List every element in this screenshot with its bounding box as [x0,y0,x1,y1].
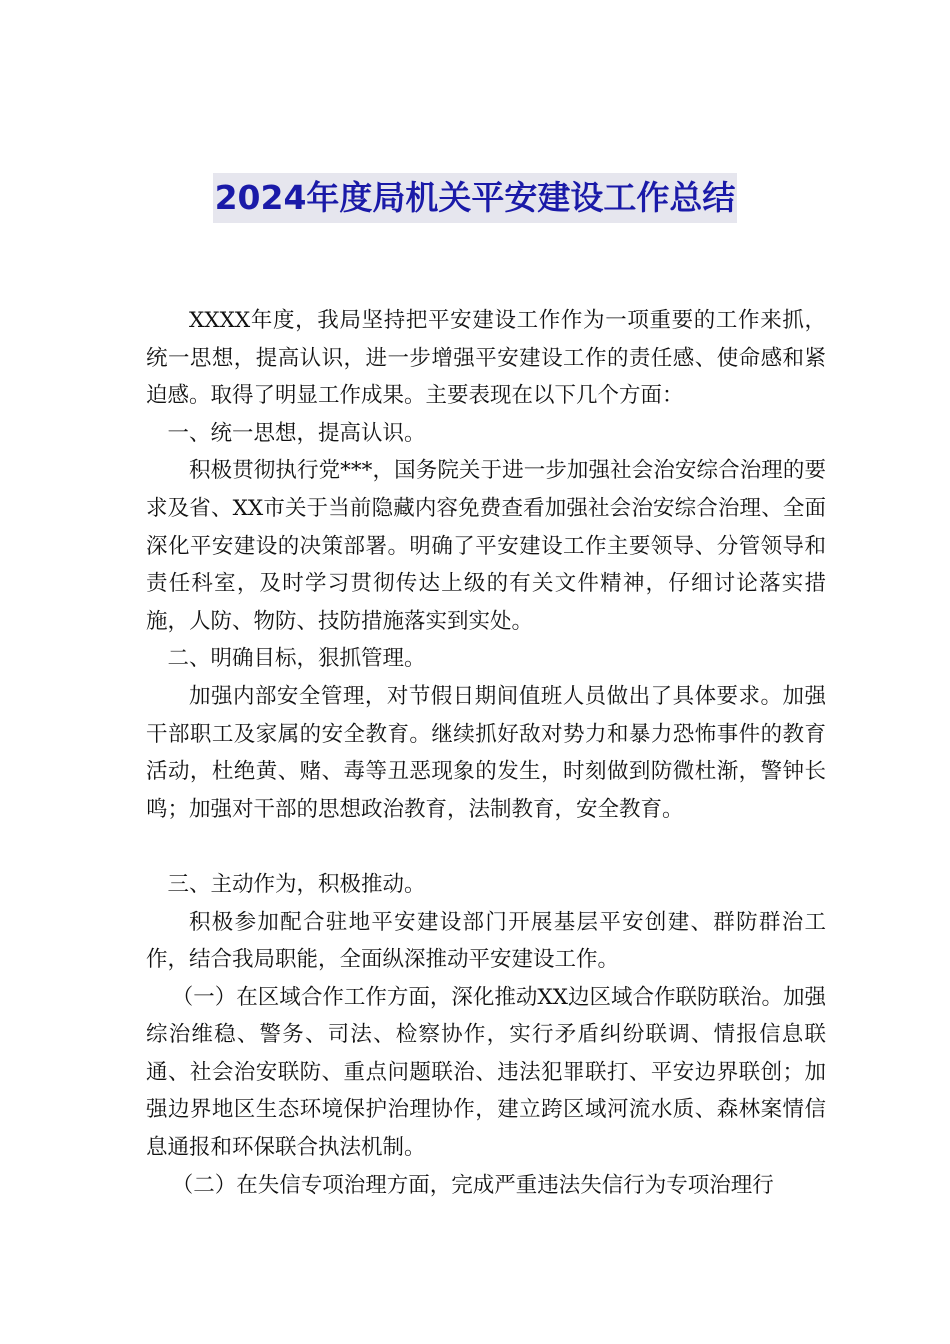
intro-paragraph: XXXX年度，我局坚持把平安建设工作作为一项重要的工作来抓，统一思想，提高认识，进一步增强平安建设工作的责任感、使命感和紧迫感。取得了明显工作成果。主要表现在以下几个方面： [146,308,826,409]
section-heading-3: 三、主动作为，积极推动。 [167,871,426,897]
section-1-paragraph: 积极贯彻执行党***，国务院关于进一步加强社会治安综合治理的要求及省、XX市关于当前隐藏内容免费查看加强社会治安综合治理、全面深化平安建设的决策部署。明确了平安建设工作主要领导、分管领导和责任科室，及时学习贯彻传达上级的有关文件精神，仔细讨论落实措施，人防、物防、技防措施落实到实处。 [146,458,826,634]
section-heading-2: 二、明确目标，狠抓管理。 [167,646,426,672]
blank-line [146,828,826,866]
section-heading-1: 一、统一思想，提高认识。 [167,420,426,446]
title-area [0,173,950,223]
document-title: 2024年度局机关平安建设工作总结 [213,173,738,223]
section-3-paragraph: 积极参加配合驻地平安建设部门开展基层平安创建、群防群治工作，结合我局职能，全面纵深推动平安建设工作。 [146,909,826,973]
subsection-2-paragraph: （二）在失信专项治理方面，完成严重违法失信行为专项治理行 [171,1172,774,1198]
subsection-1-paragraph: （一）在区域合作工作方面，深化推动XX边区域合作联防联治。加强综治维稳、警务、司法、检察协作，实行矛盾纠纷联调、情报信息联通、社会治安联防、重点问题联治、违法犯罪联打、平安边界联创；加强边界地区生态环境保护治理协作，建立跨区域河流水质、森林案情信息通报和环保联合执法机制。 [146,984,826,1161]
document-body [146,302,826,1204]
section-2-paragraph: 加强内部安全管理，对节假日期间值班人员做出了具体要求。加强干部职工及家属的安全教育。继续抓好敌对势力和暴力恐怖事件的教育活动，杜绝黄、赌、毒等丑恶现象的发生，时刻做到防微杜渐，警钟长鸣；加强对干部的思想政治教育，法制教育，安全教育。 [146,683,826,822]
